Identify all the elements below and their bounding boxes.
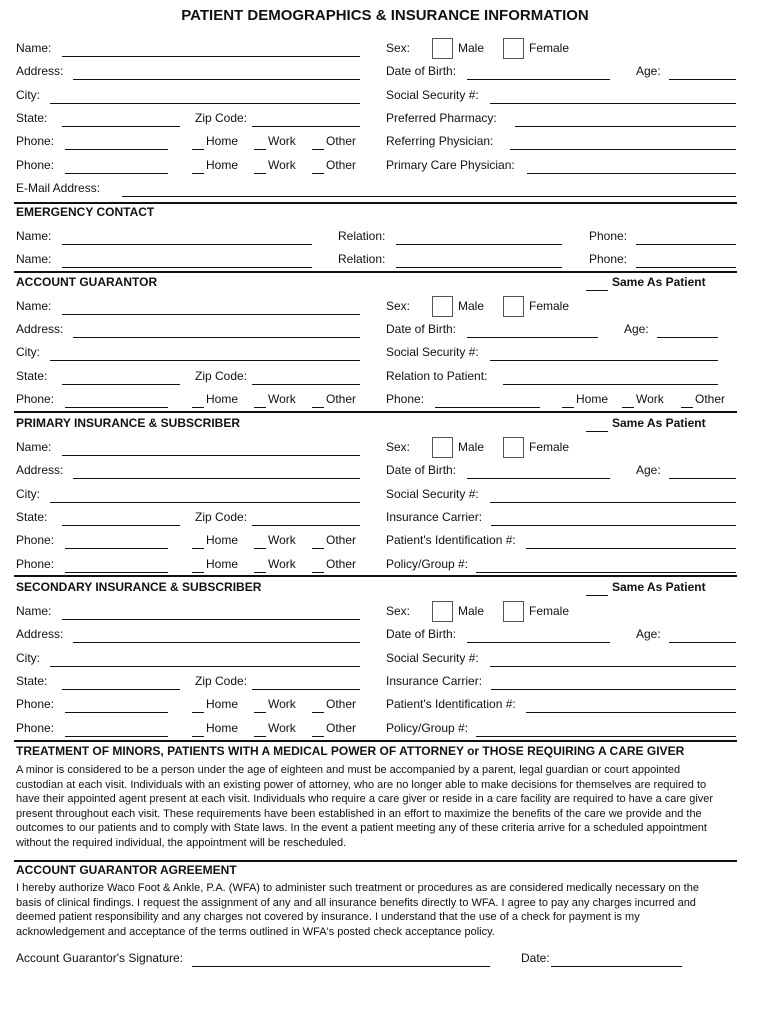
zip-label: Zip Code: xyxy=(195,111,248,125)
name-field[interactable] xyxy=(62,619,360,620)
female-label: Female xyxy=(529,604,570,618)
other-check[interactable] xyxy=(312,736,324,737)
home-label: Home xyxy=(206,158,239,172)
date-field[interactable] xyxy=(551,966,682,967)
phone-label: Phone: xyxy=(386,392,425,406)
email-label: E-Mail Address: xyxy=(16,181,101,195)
city-field[interactable] xyxy=(50,103,360,104)
work-label: Work xyxy=(268,533,296,547)
other-label: Other xyxy=(326,721,357,735)
phone-label: Phone: xyxy=(16,158,55,172)
female-checkbox[interactable] xyxy=(503,296,524,317)
male-checkbox[interactable] xyxy=(432,601,453,622)
pharmacy-field[interactable] xyxy=(515,126,736,127)
age-label: Age: xyxy=(636,627,661,641)
ssn-label: Social Security #: xyxy=(386,345,479,359)
work-check[interactable] xyxy=(254,407,266,408)
zip-field[interactable] xyxy=(252,384,360,385)
phone-label: Phone: xyxy=(16,557,55,571)
name-field[interactable] xyxy=(62,314,360,315)
email-field[interactable] xyxy=(122,196,736,197)
home-check[interactable] xyxy=(192,548,204,549)
ssn-field[interactable] xyxy=(490,360,718,361)
home-label: Home xyxy=(206,557,239,571)
name-label: Name: xyxy=(16,440,52,454)
section-title-agreement: ACCOUNT GUARANTOR AGREEMENT xyxy=(16,863,237,877)
section-title-emergency: EMERGENCY CONTACT xyxy=(16,205,155,219)
ssn-label: Social Security #: xyxy=(386,487,479,501)
name-label: Name: xyxy=(16,252,52,266)
female-checkbox[interactable] xyxy=(503,437,524,458)
other-check[interactable] xyxy=(312,149,324,150)
home-label: Home xyxy=(206,721,239,735)
name-field[interactable] xyxy=(62,244,312,245)
address-label: Address: xyxy=(16,322,64,336)
sex-label: Sex: xyxy=(386,440,411,454)
name-field[interactable] xyxy=(62,455,360,456)
zip-label: Zip Code: xyxy=(195,674,248,688)
state-field[interactable] xyxy=(62,126,180,127)
dob-label: Date of Birth: xyxy=(386,463,457,477)
dob-field[interactable] xyxy=(467,79,610,80)
state-field[interactable] xyxy=(62,689,180,690)
male-label: Male xyxy=(458,299,485,313)
dob-label: Date of Birth: xyxy=(386,627,457,641)
phone-field[interactable] xyxy=(65,548,168,549)
phone-field[interactable] xyxy=(65,572,168,573)
state-label: State: xyxy=(16,111,48,125)
home-check[interactable] xyxy=(192,572,204,573)
phone-label: Phone: xyxy=(16,392,55,406)
city-field[interactable] xyxy=(50,666,360,667)
dob-field[interactable] xyxy=(467,337,598,338)
ssn-label: Social Security #: xyxy=(386,651,479,665)
home-check[interactable] xyxy=(192,407,204,408)
phone-label: Phone: xyxy=(16,721,55,735)
name-label: Name: xyxy=(16,229,52,243)
male-checkbox[interactable] xyxy=(432,296,453,317)
work-check[interactable] xyxy=(254,149,266,150)
name-label: Name: xyxy=(16,604,52,618)
page-title: PATIENT DEMOGRAPHICS & INSURANCE INFORMATION xyxy=(181,7,589,24)
agreement-paragraph: I hereby authorize Waco Foot & Ankle, P.A. (WFA) to administer such treatment or procedures as are considered medically necessary on the basis of clinical findings. I request the assignment of any and all insurance benefits directly to WFA. I agree to pay any charges incurred and deemed patient responsibility and any charges not covered by insurance. I understand that the use of a check for payment is my acknowledgement and acceptance of the terms outlined in WFA's posted check acceptance policy. xyxy=(16,882,699,938)
home-check[interactable] xyxy=(192,712,204,713)
dob-label: Date of Birth: xyxy=(386,322,457,336)
minors-paragraph: A minor is considered to be a person under the age of eighteen and must be accompanied by a parent, legal guardian or court appointed custodian at each visit. Individuals with an existing power of attorney, who are no longer able to make decisions for themselves are required to have their appointed agent present at each visit. Individuals who require a care giver or reside in a care facility are required to have a care giver present throughout each visit. These requirements have been established in an effort to maximize the benefits of the care we provide and the outcomes to our patients and to comply with State laws. In the event a patient meeting any of these criteria arrive for a scheduled appointment without the required individual, the appointment will be rescheduled. xyxy=(16,764,714,849)
insurance-carrier-field[interactable] xyxy=(491,525,736,526)
zip-label: Zip Code: xyxy=(195,369,248,383)
work-label: Work xyxy=(268,158,296,172)
section-title-primary: PRIMARY INSURANCE & SUBSCRIBER xyxy=(16,416,241,430)
other-check[interactable] xyxy=(312,407,324,408)
same-as-patient-check[interactable] xyxy=(586,595,608,596)
section-divider xyxy=(14,860,737,862)
zip-field[interactable] xyxy=(252,126,360,127)
age-field[interactable] xyxy=(657,337,718,338)
section-divider xyxy=(14,271,737,273)
sex-label: Sex: xyxy=(386,604,411,618)
phone-field[interactable] xyxy=(65,173,168,174)
section-divider xyxy=(14,740,737,742)
same-as-patient-label: Same As Patient xyxy=(612,275,706,289)
city-label: City: xyxy=(16,651,40,665)
sex-label: Sex: xyxy=(386,299,411,313)
address-field[interactable] xyxy=(73,642,360,643)
work-label: Work xyxy=(268,557,296,571)
work-label: Work xyxy=(268,134,296,148)
section-divider xyxy=(14,202,737,204)
male-checkbox[interactable] xyxy=(432,437,453,458)
ssn-field[interactable] xyxy=(490,103,736,104)
insurance-carrier-label: Insurance Carrier: xyxy=(386,510,483,524)
state-label: State: xyxy=(16,369,48,383)
work-check[interactable] xyxy=(254,736,266,737)
female-label: Female xyxy=(529,299,570,313)
relation-label: Relation: xyxy=(338,229,386,243)
relation-field[interactable] xyxy=(396,267,562,268)
dob-label: Date of Birth: xyxy=(386,64,457,78)
home-label: Home xyxy=(206,392,239,406)
other-label: Other xyxy=(695,392,726,406)
work-check[interactable] xyxy=(254,572,266,573)
zip-field[interactable] xyxy=(252,689,360,690)
other-check[interactable] xyxy=(312,548,324,549)
section-title-secondary: SECONDARY INSURANCE & SUBSCRIBER xyxy=(16,580,262,594)
name-label: Name: xyxy=(16,299,52,313)
pharmacy-label: Preferred Pharmacy: xyxy=(386,111,497,125)
relation-to-patient-label: Relation to Patient: xyxy=(386,369,488,383)
age-label: Age: xyxy=(636,64,661,78)
same-as-patient-label: Same As Patient xyxy=(612,580,706,594)
address-field[interactable] xyxy=(73,79,360,80)
insurance-carrier-label: Insurance Carrier: xyxy=(386,674,483,688)
city-label: City: xyxy=(16,487,40,501)
zip-label: Zip Code: xyxy=(195,510,248,524)
work-check[interactable] xyxy=(254,548,266,549)
other-check[interactable] xyxy=(312,572,324,573)
state-label: State: xyxy=(16,510,48,524)
dob-field[interactable] xyxy=(467,642,610,643)
address-field[interactable] xyxy=(73,337,360,338)
signature-label: Account Guarantor's Signature: xyxy=(16,951,184,965)
address-label: Address: xyxy=(16,627,64,641)
primary-care-physician-label: Primary Care Physician: xyxy=(386,158,515,172)
female-checkbox[interactable] xyxy=(503,601,524,622)
relation-to-patient-field[interactable] xyxy=(503,384,718,385)
section-divider xyxy=(14,411,737,413)
referring-physician-field[interactable] xyxy=(510,149,736,150)
age-label: Age: xyxy=(636,463,661,477)
phone-label: Phone: xyxy=(16,533,55,547)
age-label: Age: xyxy=(624,322,649,336)
phone-field[interactable] xyxy=(65,407,168,408)
ssn-field[interactable] xyxy=(490,666,736,667)
phone-field[interactable] xyxy=(435,407,540,408)
phone-label: Phone: xyxy=(16,697,55,711)
work-check[interactable] xyxy=(254,712,266,713)
name-field[interactable] xyxy=(62,267,312,268)
city-field[interactable] xyxy=(50,360,360,361)
other-check[interactable] xyxy=(312,712,324,713)
city-label: City: xyxy=(16,88,40,102)
state-field[interactable] xyxy=(62,384,180,385)
name-label: Name: xyxy=(16,41,52,55)
other-label: Other xyxy=(326,392,357,406)
signature-field[interactable] xyxy=(192,966,490,967)
same-as-patient-check[interactable] xyxy=(586,431,608,432)
home-label: Home xyxy=(206,697,239,711)
work-label: Work xyxy=(268,392,296,406)
other-label: Other xyxy=(326,697,357,711)
work-label: Work xyxy=(268,697,296,711)
state-label: State: xyxy=(16,674,48,688)
patient-id-label: Patient's Identification #: xyxy=(386,697,516,711)
other-label: Other xyxy=(326,533,357,547)
city-field[interactable] xyxy=(50,502,360,503)
patient-id-field[interactable] xyxy=(526,712,736,713)
patient-id-label: Patient's Identification #: xyxy=(386,533,516,547)
policy-group-field[interactable] xyxy=(476,736,736,737)
sex-label: Sex: xyxy=(386,41,411,55)
phone-label: Phone: xyxy=(589,252,628,266)
section-title-guarantor: ACCOUNT GUARANTOR xyxy=(16,275,158,289)
other-check[interactable] xyxy=(312,173,324,174)
age-field[interactable] xyxy=(669,642,736,643)
age-field[interactable] xyxy=(669,478,736,479)
female-label: Female xyxy=(529,440,570,454)
phone-label: Phone: xyxy=(16,134,55,148)
other-label: Other xyxy=(326,134,357,148)
age-field[interactable] xyxy=(669,79,736,80)
work-label: Work xyxy=(268,721,296,735)
male-checkbox[interactable] xyxy=(432,38,453,59)
phone-field[interactable] xyxy=(65,736,168,737)
home-check[interactable] xyxy=(192,173,204,174)
home-check[interactable] xyxy=(192,149,204,150)
date-label: Date: xyxy=(521,951,550,965)
home-label: Home xyxy=(206,533,239,547)
patient-id-field[interactable] xyxy=(526,548,736,549)
ssn-field[interactable] xyxy=(490,502,736,503)
name-field[interactable] xyxy=(62,56,360,57)
work-label: Work xyxy=(636,392,664,406)
work-check[interactable] xyxy=(622,407,634,408)
same-as-patient-label: Same As Patient xyxy=(612,416,706,430)
phone-label: Phone: xyxy=(589,229,628,243)
relation-label: Relation: xyxy=(338,252,386,266)
zip-field[interactable] xyxy=(252,525,360,526)
same-as-patient-check[interactable] xyxy=(586,290,608,291)
referring-physician-label: Referring Physician: xyxy=(386,134,494,148)
primary-care-physician-field[interactable] xyxy=(527,173,736,174)
address-label: Address: xyxy=(16,64,64,78)
male-label: Male xyxy=(458,604,485,618)
other-check[interactable] xyxy=(681,407,693,408)
city-label: City: xyxy=(16,345,40,359)
address-label: Address: xyxy=(16,463,64,477)
home-label: Home xyxy=(576,392,609,406)
section-divider xyxy=(14,575,737,577)
female-label: Female xyxy=(529,41,570,55)
male-label: Male xyxy=(458,41,485,55)
other-label: Other xyxy=(326,557,357,571)
phone-field[interactable] xyxy=(65,712,168,713)
relation-field[interactable] xyxy=(396,244,562,245)
policy-group-label: Policy/Group #: xyxy=(386,557,469,571)
state-field[interactable] xyxy=(62,525,180,526)
policy-group-label: Policy/Group #: xyxy=(386,721,469,735)
insurance-carrier-field[interactable] xyxy=(491,689,736,690)
work-check[interactable] xyxy=(254,173,266,174)
address-field[interactable] xyxy=(73,478,360,479)
home-check[interactable] xyxy=(562,407,574,408)
dob-field[interactable] xyxy=(467,478,610,479)
female-checkbox[interactable] xyxy=(503,38,524,59)
home-label: Home xyxy=(206,134,239,148)
ssn-label: Social Security #: xyxy=(386,88,479,102)
other-label: Other xyxy=(326,158,357,172)
phone-field[interactable] xyxy=(636,244,736,245)
phone-field[interactable] xyxy=(65,149,168,150)
section-title-minors: TREATMENT OF MINORS, PATIENTS WITH A MEDICAL POWER OF ATTORNEY or THOSE REQUIRING A CARE GIVER xyxy=(16,744,685,758)
policy-group-field[interactable] xyxy=(476,572,736,573)
home-check[interactable] xyxy=(192,736,204,737)
male-label: Male xyxy=(458,440,485,454)
phone-field[interactable] xyxy=(636,267,736,268)
